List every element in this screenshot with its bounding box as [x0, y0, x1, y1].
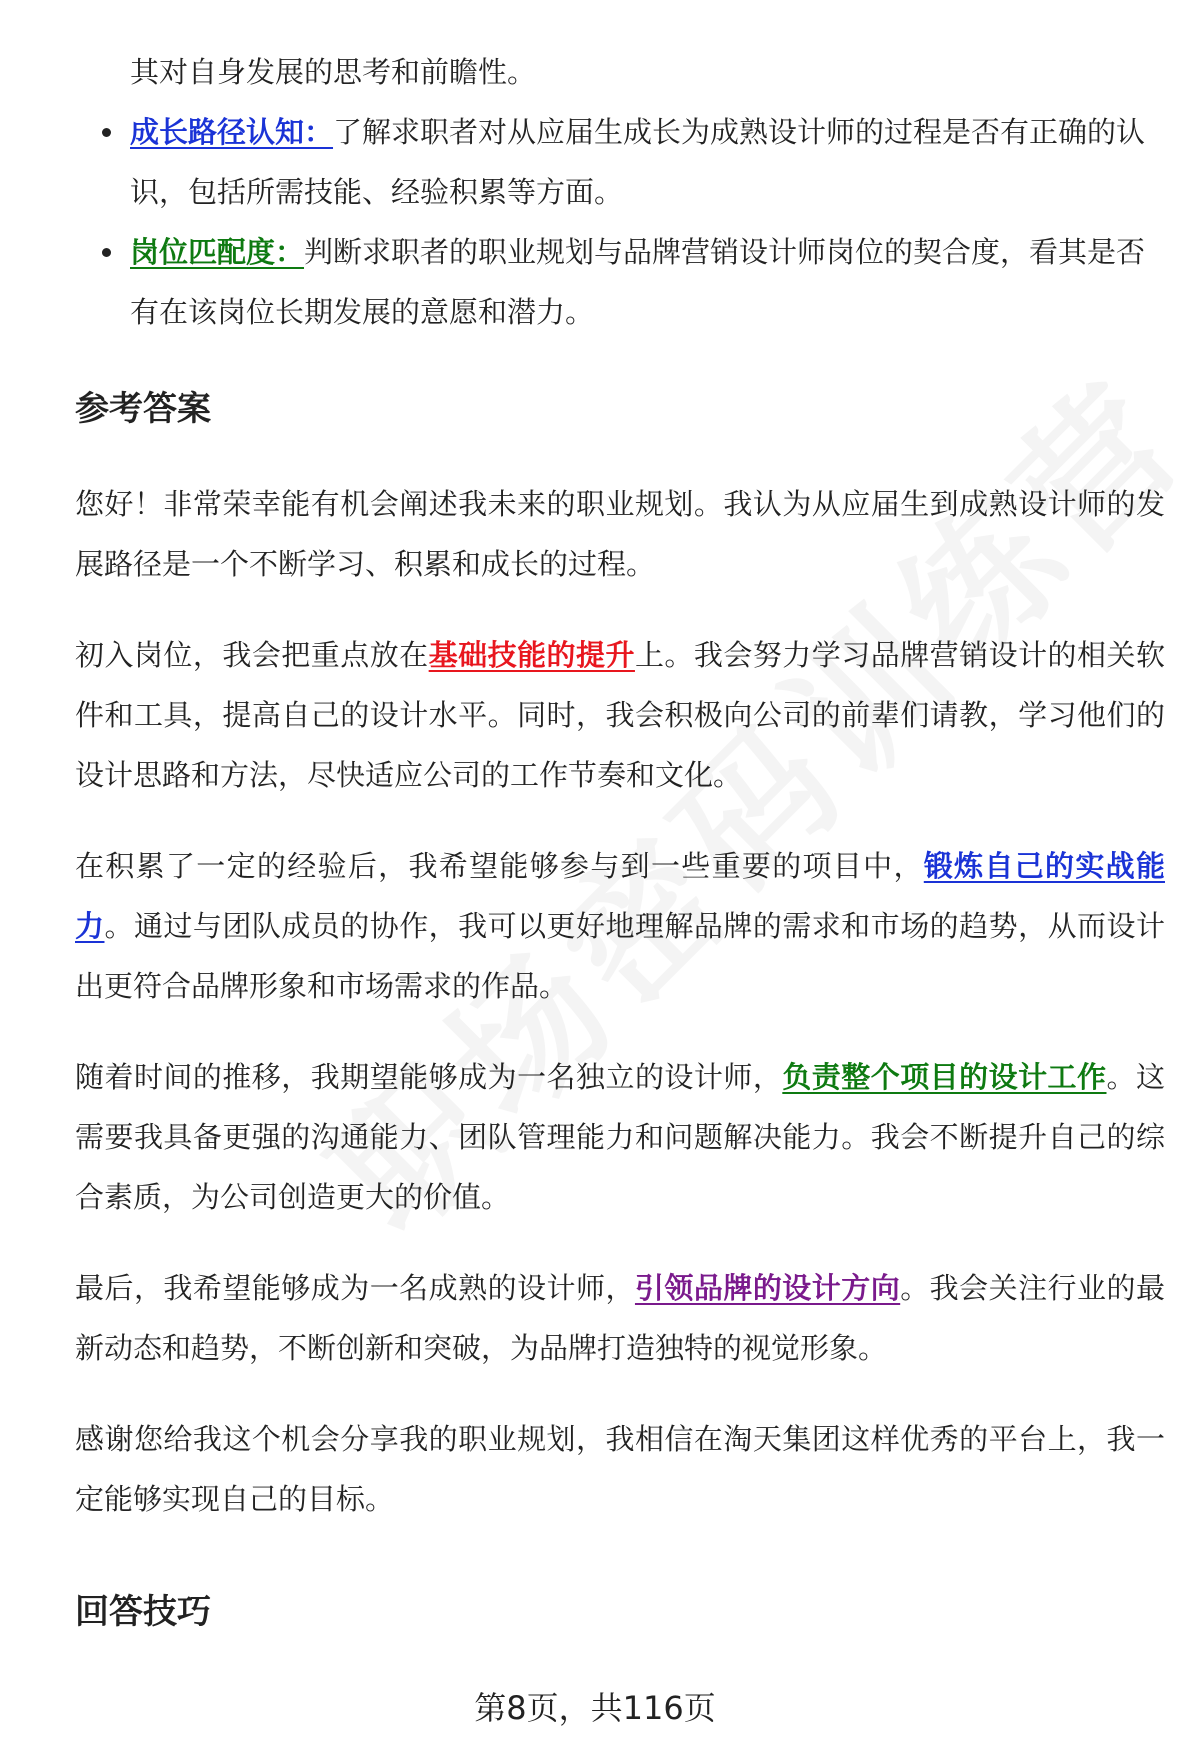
paragraph-text: 初入岗位，我会把重点放在 — [75, 638, 429, 672]
highlight-project-lead: 负责整个项目的设计工作 — [782, 1060, 1107, 1094]
paragraph-text: 随着时间的推移，我期望能够成为一名独立的设计师， — [75, 1060, 783, 1094]
paragraph-text: 上。我会努力学习品牌营销设计的相关软件和工具，提高自己的设计水平。同时，我会积极向公司的前辈们请教，学习他们的设计思路和方法，尽快适应公司的工作节奏和文化。 — [75, 638, 1165, 792]
paragraph-text: 最后，我希望能够成为一名成熟的设计师， — [75, 1271, 635, 1305]
highlight-basic-skills: 基础技能的提升 — [428, 638, 635, 672]
continuation-text: 其对自身发展的思考和前瞻性。 — [130, 55, 537, 89]
bullet-dot-icon — [102, 128, 111, 137]
paragraph-text: 在积累了一定的经验后，我希望能够参与到一些重要的项目中， — [75, 849, 924, 883]
bullet-text: 了解求职者对从应届生成长为成熟设计师的过程是否有正确的认识，包括所需技能、经验积累等方面。 — [130, 115, 1146, 209]
section-heading-answer-tips: 回答技巧 — [75, 1592, 211, 1632]
answer-paragraph — [75, 625, 1165, 805]
answer-paragraph — [75, 1258, 1165, 1378]
answer-paragraph — [75, 836, 1165, 1016]
document-body — [75, 42, 1165, 1637]
bullet-term: 岗位匹配度： — [130, 235, 305, 269]
evaluation-points-list — [75, 102, 1165, 342]
section-heading-reference-answer: 参考答案 — [75, 389, 211, 429]
paragraph-text: 感谢您给我这个机会分享我的职业规划，我相信在淘天集团这样优秀的平台上，我一定能够实现自己的目标。 — [75, 1422, 1165, 1516]
paragraph-text: 您好！非常荣幸能有机会阐述我未来的职业规划。我认为从应届生到成熟设计师的发展路径是一个不断学习、积累和成长的过程。 — [75, 487, 1165, 581]
paragraph-text: 。我会关注行业的最新动态和趋势，不断创新和突破，为品牌打造独特的视觉形象。 — [75, 1271, 1165, 1365]
highlight-practical-skills: 锻炼自己的实战能力 — [75, 849, 1165, 943]
bullet-growth-path — [75, 102, 1165, 222]
bullet-text: 判断求职者的职业规划与品牌营销设计师岗位的契合度，看其是否有在该岗位长期发展的意愿和潜力。 — [130, 235, 1146, 329]
bullet-term: 成长路径认知： — [130, 115, 334, 149]
paragraph-text: 。通过与团队成员的协作，我可以更好地理解品牌的需求和市场的趋势，从而设计出更符合品牌形象和市场需求的作品。 — [75, 909, 1165, 1003]
answer-paragraph — [75, 1047, 1165, 1227]
highlight-design-direction: 引领品牌的设计方向 — [634, 1271, 901, 1305]
paragraph-text: 。这需要我具备更强的沟通能力、团队管理能力和问题解决能力。我会不断提升自己的综合素质，为公司创造更大的价值。 — [75, 1060, 1165, 1214]
answer-paragraph — [75, 474, 1165, 594]
bullet-dot-icon — [102, 248, 111, 257]
answer-paragraph — [75, 1409, 1165, 1529]
page-number: 第8页，共116页 — [474, 1689, 716, 1727]
bullet-job-fit — [75, 222, 1165, 342]
